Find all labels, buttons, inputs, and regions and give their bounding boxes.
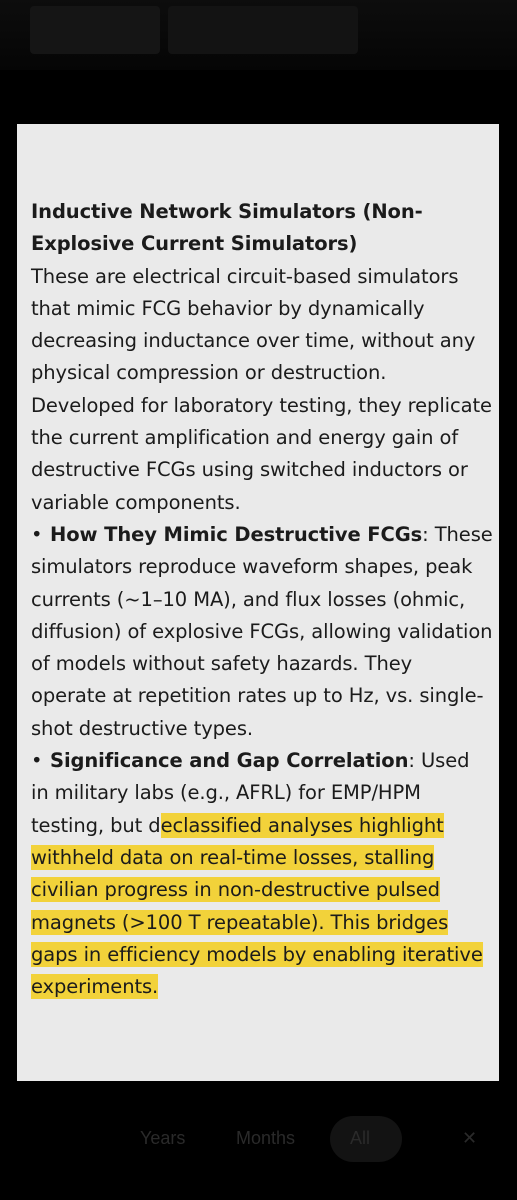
bullet-text: : Used in military labs (e.g., AFRL) for EMP/HPM testing, but d: [31, 749, 470, 837]
background-filter-bar: [0, 1110, 517, 1170]
section-heading: Inductive Network Simulators (Non-Explosive Current Simulators): [31, 200, 423, 256]
document-text: [31, 196, 493, 1003]
bullet-text: : These simulators reproduce waveform shapes, peak currents (~1–10 MA), and flux losses (ohmic, diffusion) of explosive FCGs, allowing validation of models without safety hazards. They operate at repetition rates up to Hz, vs. single-shot destructive types.: [31, 522, 493, 740]
bullet-title: How They Mimic Destructive FCGs: [50, 522, 423, 546]
background-blurred-element: [30, 6, 160, 54]
close-icon: ✕: [462, 1128, 478, 1148]
bullet-item: [31, 519, 493, 745]
intro-paragraph: These are electrical circuit-based simulators that mimic FCG behavior by dynamically decreasing inductance over time, without any physical compression or destruction. Developed for laboratory testing, they replicate the current amplification and energy gain of destructive FCGs using switched inductors or variable components.: [31, 264, 492, 514]
bullet-item: [31, 745, 493, 1003]
bullet-symbol: •: [31, 522, 43, 546]
tab-years: Years: [140, 1128, 186, 1148]
highlighted-text: eclassified analyses highlight withheld data on real-time losses, stalling civilian progress in non-destructive pulsed magnets (>100 T repeatable). This bridges gaps in efficiency models by enabling iterative experiments.: [31, 813, 483, 999]
tab-all: All: [350, 1128, 371, 1148]
background-toolbar: [0, 0, 517, 70]
document-card: [17, 124, 499, 1081]
background-blurred-element: [168, 6, 358, 54]
bullet-symbol: •: [31, 749, 43, 773]
tab-months: Months: [236, 1128, 296, 1148]
bullet-title: Significance and Gap Correlation: [50, 749, 409, 773]
